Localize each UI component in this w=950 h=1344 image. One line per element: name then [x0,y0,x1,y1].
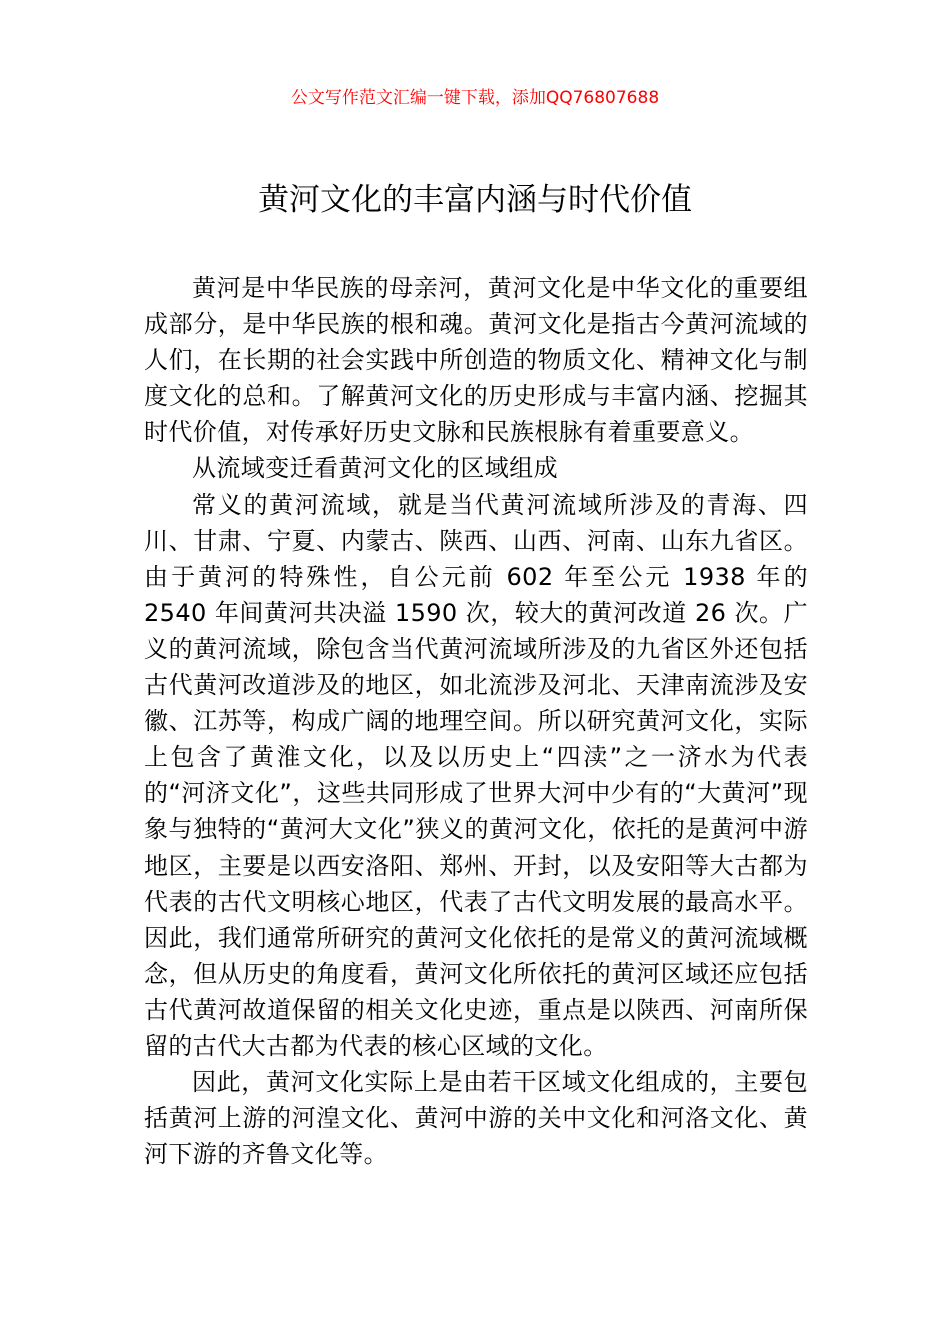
section-heading: 从流域变迁看黄河文化的区域组成 [192,454,558,483]
document-body [144,270,808,1172]
paragraph-intro: 黄河是中华民族的母亲河，黄河文化是中华文化的重要组成部分，是中华民族的根和魂。黄河文化是指古今黄河流域的人们，在长期的社会实践中所创造的物质文化、精神文化与制度文化的总和。了解黄河文化的历史形成与丰富内涵、挖掘其时代价值，对传承好历史文脉和民族根脉有着重要意义。 [144,274,808,447]
paragraph-basin: 常义的黄河流域，就是当代黄河流域所涉及的青海、四川、甘肃、宁夏、内蒙古、陕西、山西、河南、山东九省区。由于黄河的特殊性，自公元前 602 年至公元 1938 年的 2540 年间黄河共决溢 1590 次，较大的黄河改道 26 次。广义的黄河流域，除包含当代黄河流域所涉及的九省区外还包括古代黄河改道涉及的地区，如北流涉及河北、天津南流涉及安徽、江苏等，构成广阔的地理空间。所以研究黄河文化，实际上包含了黄淮文化，以及以历史上“四渎”之一济水为代表的“河济文化”，这些共同形成了世界大河中少有的“大黄河”现象与独特的“黄河大文化”狭义的黄河文化，依托的是黄河中游地区，主要是以西安洛阳、郑州、开封，以及安阳等大古都为代表的古代文明核心地区，代表了古代文明发展的最高水平。因此，我们通常所研究的黄河文化依托的是常义的黄河流域概念，但从历史的角度看，黄河文化所依托的黄河区域还应包括古代黄河故道保留的相关文化史迹，重点是以陕西、河南所保留的古代大古都为代表的核心区域的文化。 [144,490,808,1060]
document-title: 黄河文化的丰富内涵与时代价值 [258,182,692,218]
paragraph-conclusion: 因此，黄河文化实际上是由若干区域文化组成的，主要包括黄河上游的河湟文化、黄河中游的关中文化和河洛文化、黄河下游的齐鲁文化等。 [144,1068,808,1169]
header-note: 公文写作范文汇编一键下载，添加QQ76807688 [290,88,660,108]
